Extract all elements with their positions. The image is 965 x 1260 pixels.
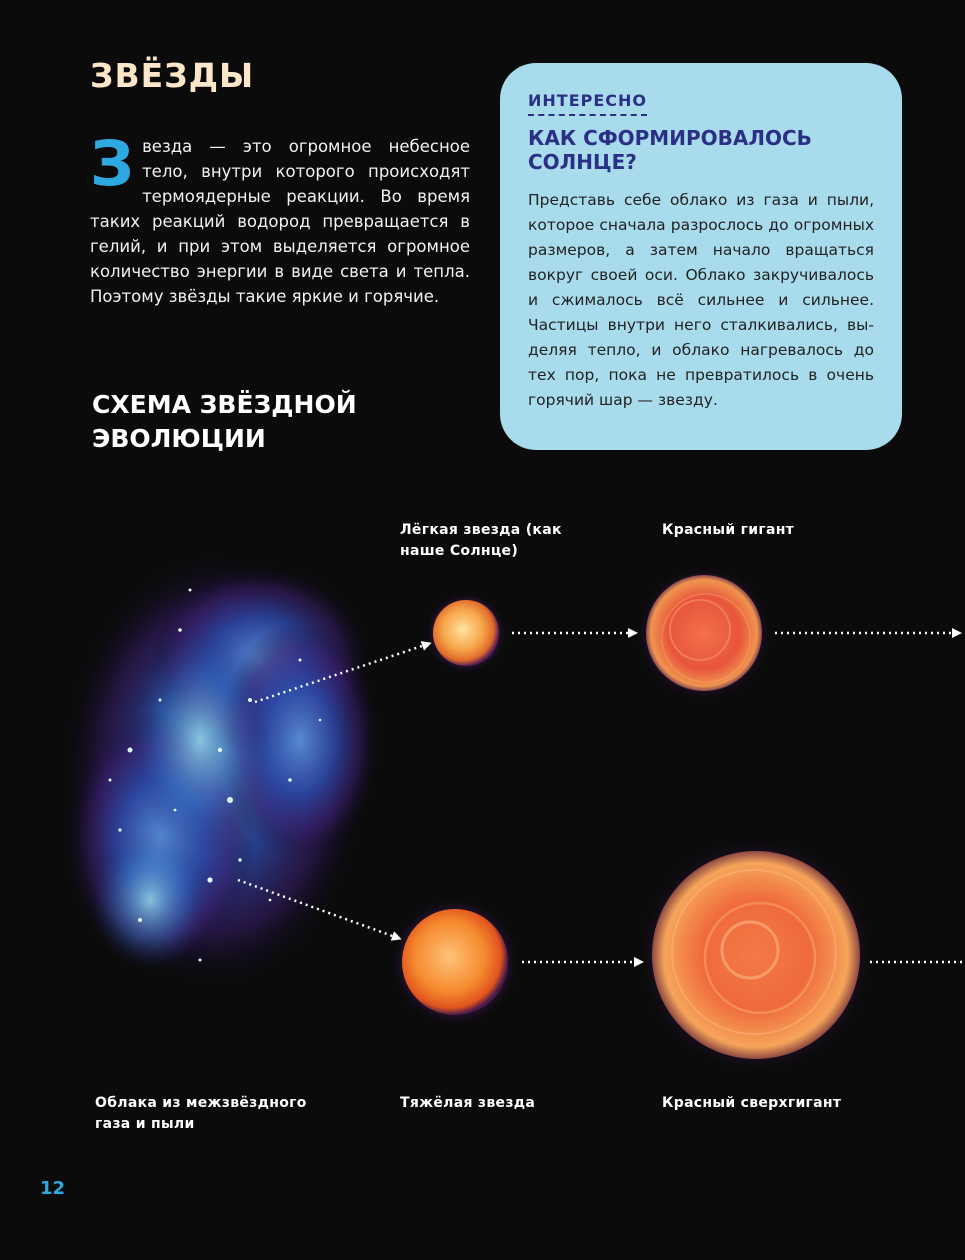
red-supergiant	[640, 839, 872, 1071]
label-cloud: Облака из межзвёздного газа и пыли	[95, 1095, 307, 1132]
label-red-giant: Красный гигант	[662, 522, 795, 538]
info-tag: ИНТЕРЕСНО	[528, 91, 647, 116]
nebula-cloud	[65, 555, 380, 985]
light-star	[426, 593, 506, 673]
label-light-star: Лёгкая звезда (как наше Солнце)	[400, 522, 562, 559]
label-red-supergiant: Красный сверхгигант	[662, 1095, 842, 1111]
page-title: ЗВЁЗДЫ	[90, 56, 255, 95]
info-heading: КАК СФОРМИРОВАЛОСЬ СОЛНЦЕ?	[528, 126, 812, 174]
page-number: 12	[40, 1178, 66, 1199]
heavy-star	[392, 899, 518, 1025]
info-box	[500, 63, 902, 450]
drop-cap: З	[90, 127, 135, 200]
evolution-diagram	[0, 480, 965, 1080]
info-text: Представь себе облако из газа и пыли, которое сначала разрослось до огромных размеров, а затем начало вращаться вокруг своей оси. Облако закручивалось и сжималось всё сильнее и сильнее. Частицы внутри него сталкивались, выделяя тепло, и облако нагревалось до тех пор, пока не превратилось в очень горячий шар — звезду.	[528, 191, 874, 409]
intro-paragraph	[90, 127, 470, 309]
scheme-title: СХЕМА ЗВЁЗДНОЙ ЭВОЛЮЦИИ	[92, 390, 357, 453]
label-heavy-star: Тяжёлая звезда	[400, 1095, 536, 1111]
intro-text: везда — это огромное небесное тело, внутри которого происходят термоядерные реакции. Во время таких реакций водород превращается в гелий, и при этом выделяется огромное количество энергии в виде света и тепла. Поэтому звёзды такие яркие и горячие.	[90, 137, 470, 306]
red-giant	[638, 567, 770, 699]
